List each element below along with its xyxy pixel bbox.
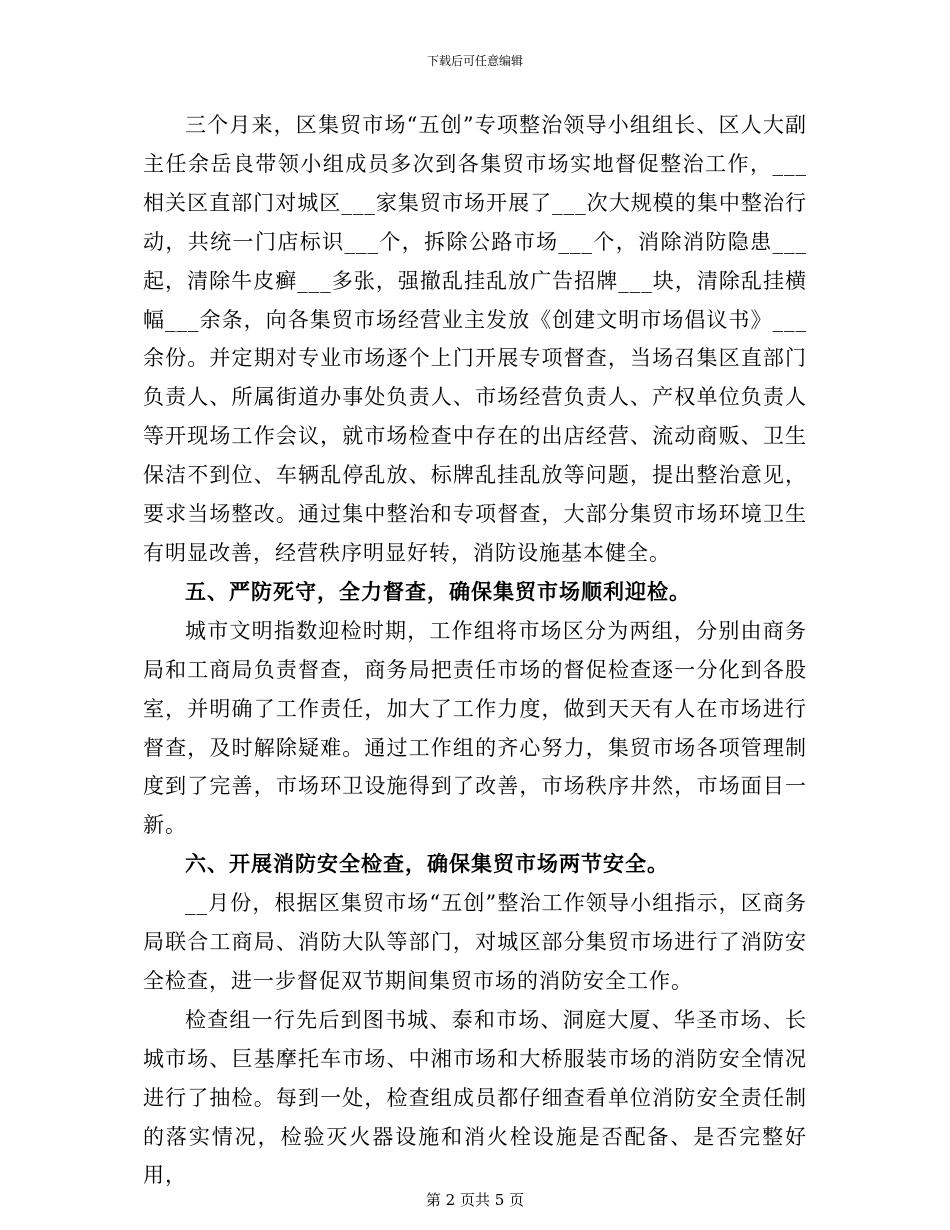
section-heading-5: 五、严防死守，全力督查，确保集贸市场顺利迎检。 <box>185 578 691 604</box>
page-header: 下载后可任意编辑 <box>426 54 523 68</box>
paragraph-3: __月份，根据区集贸市场“五创”整治工作领导小组指示，区商务局联合工商局、消防大队等部门，对城区部分集贸市场进行了消防安全检查，进一步督促双节期间集贸市场的消防安全工作。 <box>143 891 807 993</box>
page-footer: 第 2 页共 5 页 <box>425 1191 525 1209</box>
paragraph-4: 检查组一行先后到图书城、泰和市场、洞庭大厦、华圣市场、长城市场、巨基摩托车市场、中湘市场和大桥服装市场的消防安全情况进行了抽检。每到一处，检查组成员都仔细查看单位消防安全责任制的落实情况，检验灭火器设施和消火栓设施是否配备、是否完整好用， <box>143 1007 807 1188</box>
document-body <box>143 106 807 1195</box>
paragraph-2: 城市文明指数迎检时期，工作组将市场区分为两组，分别由商务局和工商局负责督查，商务局把责任市场的督促检查逐一分化到各股室，并明确了工作责任，加大了工作力度，做到天天有人在市场进行督查，及时解除疑难。通过工作组的齐心努力，集贸市场各项管理制度到了完善，市场环卫设施得到了改善，市场秩序井然，市场面目一新。 <box>143 618 807 838</box>
paragraph-1: 三个月来，区集贸市场“五创”专项整治领导小组组长、区人大副主任余岳良带领小组成员多次到各集贸市场实地督促整治工作，___相关区直部门对城区___家集贸市场开展了___次大规模的集中整治行动，共统一门店标识___个，拆除公路市场___个，消除消防隐患___起，清除牛皮癣___多张，强撤乱挂乱放广告招牌___块，清除乱挂横幅___余条，向各集贸市场经营业主发放《创建文明市场倡议书》___余份。并定期对专业市场逐个上门开展专项督查，当场召集区直部门负责人、所属街道办事处负责人、市场经营负责人、产权单位负责人等开现场工作会议，就市场检查中存在的出店经营、流动商贩、卫生保洁不到位、车辆乱停乱放、标牌乱挂乱放等问题，提出整治意见，要求当场整改。通过集中整治和专项督查，大部分集贸市场环境卫生有明显改善，经营秩序明显好转，消防设施基本健全。 <box>143 113 807 565</box>
section-heading-6: 六、开展消防安全检查，确保集贸市场两节安全。 <box>185 851 669 877</box>
